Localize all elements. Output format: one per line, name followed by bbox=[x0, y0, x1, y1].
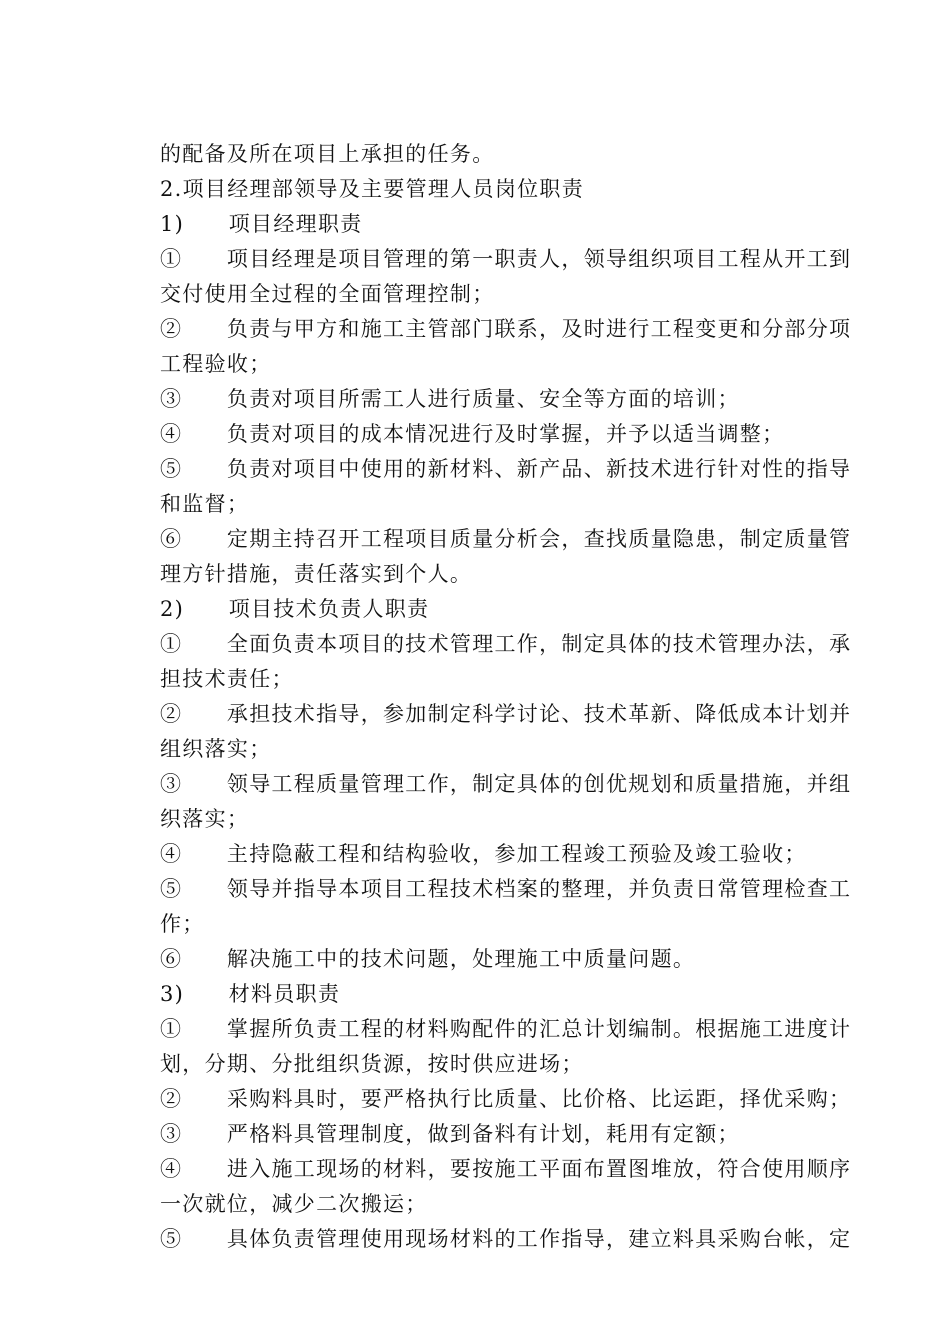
text-line: ③ 严格料具管理制度，做到备料有计划，耗用有定额； bbox=[160, 1122, 740, 1146]
text-line: 划，分期、分批组织货源，按时供应进场； bbox=[160, 1052, 584, 1076]
text-line: 织落实； bbox=[160, 807, 250, 831]
text-line: 的配备及所在项目上承担的任务。 bbox=[160, 142, 495, 166]
text-line: ⑥ 解决施工中的技术问题，处理施工中质量问题。 bbox=[160, 947, 696, 971]
text-line: 一次就位，减少二次搬运； bbox=[160, 1192, 428, 1216]
text-line: ② 采购料具时，要严格执行比质量、比价格、比运距，择优采购； bbox=[160, 1087, 852, 1111]
text-line: ① 全面负责本项目的技术管理工作，制定具体的技术管理办法，承 bbox=[160, 632, 852, 656]
text-line: 工程验收； bbox=[160, 352, 272, 376]
text-line: 交付使用全过程的全面管理控制； bbox=[160, 282, 495, 306]
section-heading: 2.项目经理部领导及主要管理人员岗位职责 bbox=[160, 177, 585, 201]
text-line: ④ 进入施工现场的材料，要按施工平面布置图堆放，符合使用顺序 bbox=[160, 1157, 852, 1181]
text-line: 担技术责任； bbox=[160, 667, 294, 691]
text-line: ⑤ 具体负责管理使用现场材料的工作指导，建立料具采购台帐，定 bbox=[160, 1227, 852, 1251]
text-line: ⑥ 定期主持召开工程项目质量分析会，查找质量隐患，制定质量管 bbox=[160, 527, 852, 551]
subsection-heading: 2) 项目技术负责人职责 bbox=[160, 597, 430, 621]
text-line: ④ 主持隐蔽工程和结构验收，参加工程竣工预验及竣工验收； bbox=[160, 842, 807, 866]
text-line: ⑤ 负责对项目中使用的新材料、新产品、新技术进行针对性的指导 bbox=[160, 457, 852, 481]
text-line: ③ 负责对项目所需工人进行质量、安全等方面的培训； bbox=[160, 387, 740, 411]
text-line: ⑤ 领导并指导本项目工程技术档案的整理，并负责日常管理检查工 bbox=[160, 877, 852, 901]
text-line: 组织落实； bbox=[160, 737, 272, 761]
text-line: 作； bbox=[160, 912, 205, 936]
subsection-heading: 3) 材料员职责 bbox=[160, 982, 341, 1006]
text-line: ① 掌握所负责工程的材料购配件的汇总计划编制。根据施工进度计 bbox=[160, 1017, 852, 1041]
text-line: ③ 领导工程质量管理工作，制定具体的创优规划和质量措施，并组 bbox=[160, 772, 852, 796]
text-line: ① 项目经理是项目管理的第一职责人，领导组织项目工程从开工到 bbox=[160, 247, 852, 271]
text-line: 和监督； bbox=[160, 492, 250, 516]
text-line: ② 承担技术指导，参加制定科学讨论、技术革新、降低成本计划并 bbox=[160, 702, 852, 726]
text-line: ② 负责与甲方和施工主管部门联系，及时进行工程变更和分部分项 bbox=[160, 317, 852, 341]
subsection-heading: 1) 项目经理职责 bbox=[160, 212, 363, 236]
text-line: 理方针措施，责任落实到个人。 bbox=[160, 562, 473, 586]
text-line: ④ 负责对项目的成本情况进行及时掌握，并予以适当调整； bbox=[160, 422, 785, 446]
